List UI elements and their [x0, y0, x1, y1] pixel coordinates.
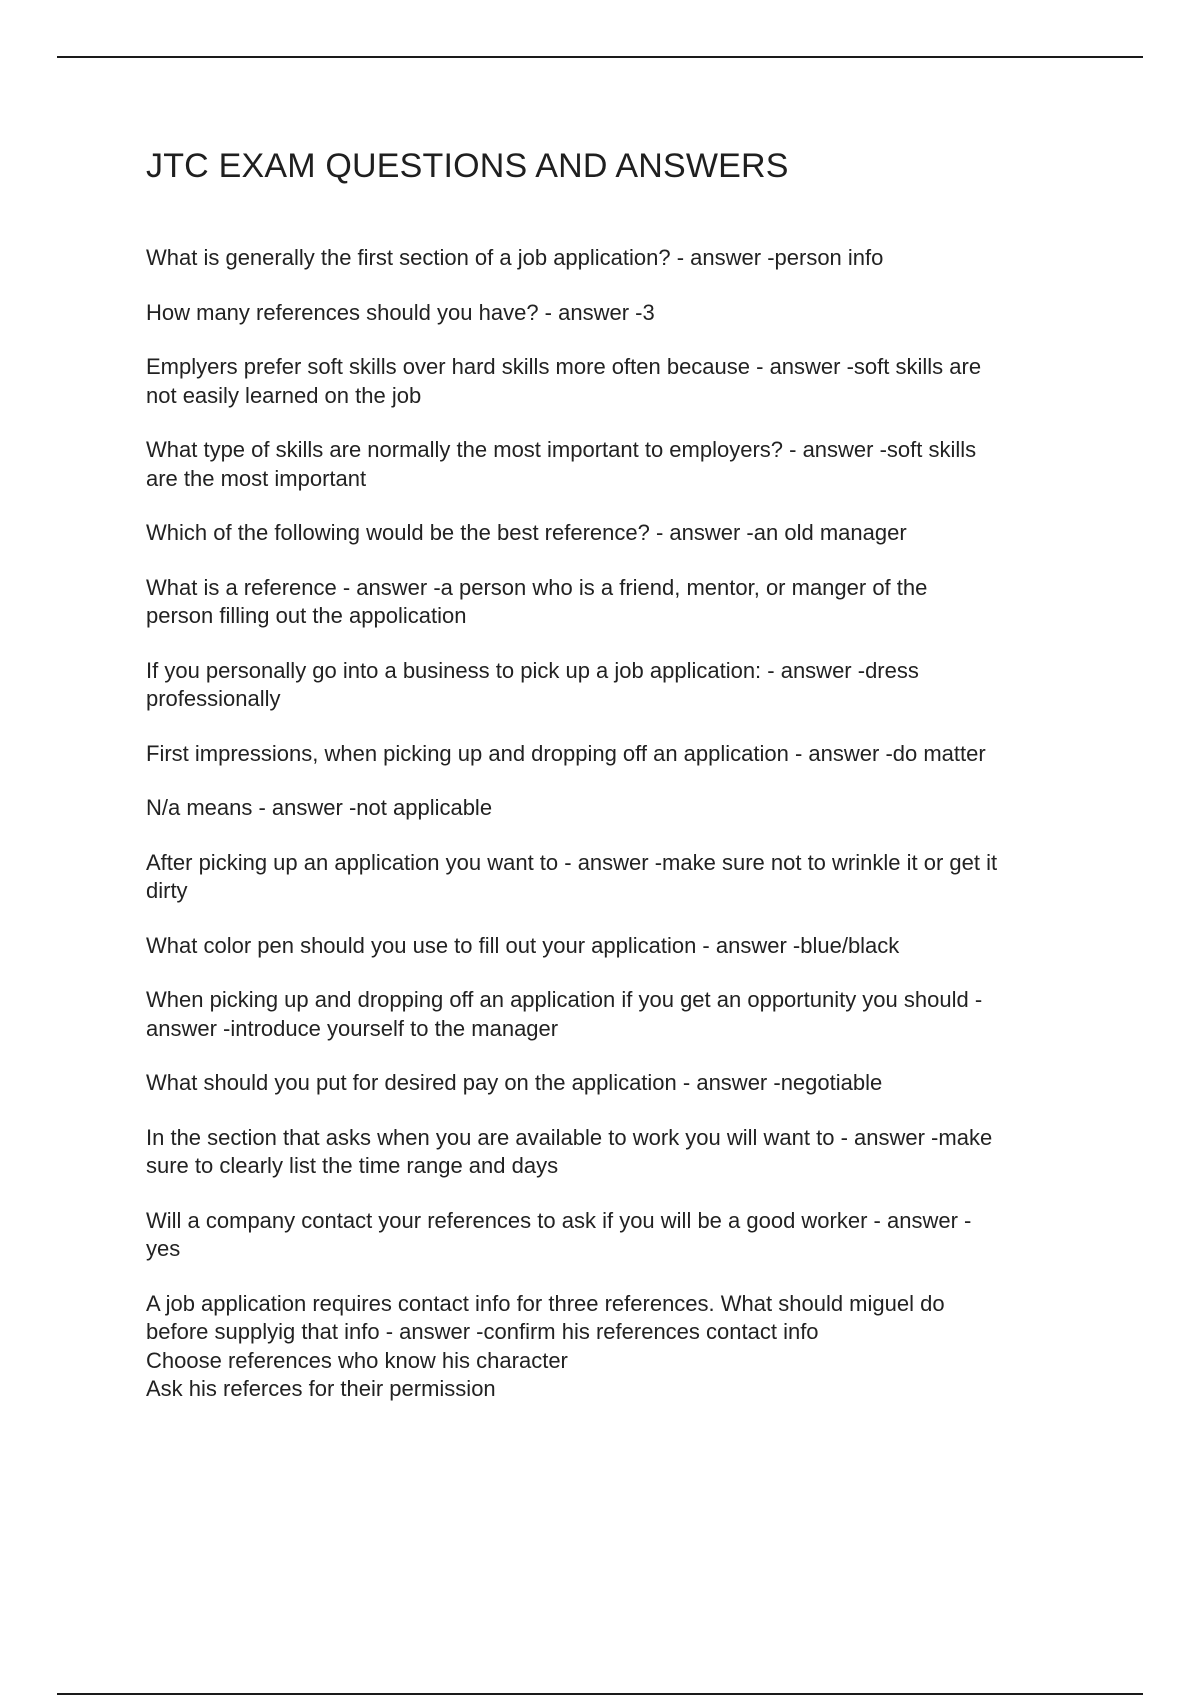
- qa-line: When picking up and dropping off an application if you get an opportunity you should -: [146, 987, 983, 1012]
- qa-line: sure to clearly list the time range and days: [146, 1153, 559, 1178]
- qa-line: If you personally go into a business to pick up a job application: - answer -dress: [146, 657, 919, 683]
- qa-item: [146, 849, 1096, 906]
- qa-item: [146, 519, 1096, 548]
- qa-line: How many references should you have? - answer -3: [146, 299, 655, 325]
- qa-item: [146, 1290, 1096, 1404]
- qa-line: A job application requires contact info for three references. What should miguel do: [146, 1290, 945, 1316]
- qa-line: What should you put for desired pay on the application - answer -negotiable: [146, 1070, 883, 1095]
- qa-line: In the section that asks when you are available to work you will want to - answer -make: [146, 1124, 993, 1150]
- qa-item: [146, 244, 1096, 273]
- qa-line: Ask his referces for their permission: [146, 1376, 496, 1401]
- top-rule: [57, 56, 1143, 58]
- qa-line: N/a means - answer -not applicable: [146, 795, 493, 820]
- qa-line: What is generally the first section of a job application? - answer -person info: [146, 245, 884, 270]
- qa-item: [146, 574, 1096, 631]
- qa-line: before supplyig that info - answer -confirm his references contact info: [146, 1319, 819, 1344]
- qa-item: [146, 1069, 1096, 1098]
- qa-item: [146, 794, 1096, 823]
- qa-line: After picking up an application you want to - answer -make sure not to wrinkle it or get it: [146, 849, 998, 875]
- qa-line: First impressions, when picking up and dropping off an application - answer -do matter: [146, 740, 986, 766]
- qa-line: Emplyers prefer soft skills over hard skills more often because - answer -soft skills are: [146, 354, 982, 379]
- qa-line: not easily learned on the job: [146, 382, 422, 408]
- document-body: [146, 140, 1096, 1430]
- qa-item: [146, 1124, 1096, 1181]
- qa-line: What is a reference - answer -a person who is a friend, mentor, or manger of the: [146, 574, 928, 600]
- qa-line: yes: [146, 1236, 181, 1261]
- qa-line: professionally: [146, 686, 281, 711]
- qa-line: answer -introduce yourself to the manager: [146, 1015, 559, 1041]
- qa-item: [146, 932, 1096, 961]
- qa-line: Which of the following would be the best reference? - answer -an old manager: [146, 520, 907, 545]
- qa-item: [146, 353, 1096, 410]
- qa-item: [146, 436, 1096, 493]
- qa-item: [146, 657, 1096, 714]
- qa-line: What color pen should you use to fill out your application - answer -blue/black: [146, 932, 900, 958]
- bottom-rule: [57, 1693, 1143, 1695]
- qa-item: [146, 1207, 1096, 1264]
- qa-item: [146, 986, 1096, 1043]
- qa-line: Choose references who know his character: [146, 1347, 568, 1373]
- qa-item: [146, 299, 1096, 328]
- qa-line: What type of skills are normally the most important to employers? - answer -soft skills: [146, 437, 977, 462]
- qa-line: person filling out the appolication: [146, 603, 467, 628]
- qa-line: are the most important: [146, 465, 367, 491]
- qa-line: Will a company contact your references to ask if you will be a good worker - answer -: [146, 1207, 972, 1233]
- qa-list: [146, 244, 1096, 1404]
- qa-item: [146, 740, 1096, 769]
- qa-line: dirty: [146, 878, 188, 903]
- document-title: JTC EXAM QUESTIONS AND ANSWERS: [146, 147, 789, 185]
